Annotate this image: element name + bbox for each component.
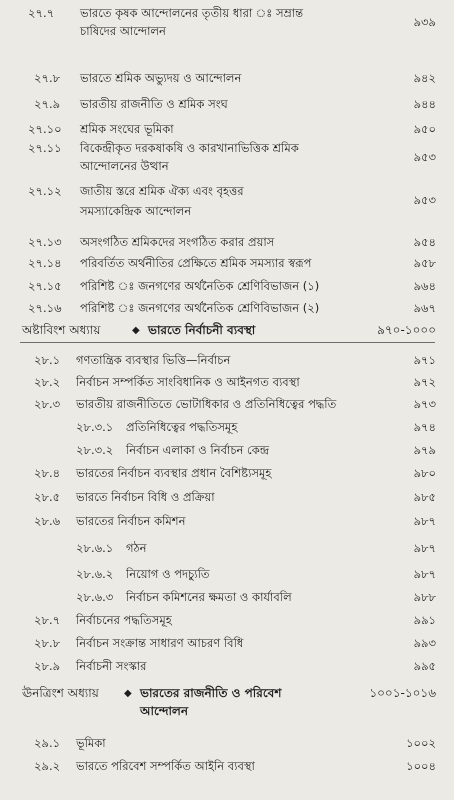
entry-title: নির্বাচনের পদ্ধতিসমূহ [76, 613, 172, 627]
chapter-title: ভারতে নির্বাচনী ব্যবস্থা [148, 323, 256, 337]
entry-page: ৯৬৪ [413, 279, 436, 293]
entry-number: ২৭.১৩ [28, 235, 62, 249]
entry-page: ৯৮৫ [413, 490, 436, 504]
entry-number: ২৭.১৪ [28, 256, 62, 270]
entry-number: ২৮.৬.২ [76, 567, 114, 581]
entry-page: ৯৫৩ [413, 193, 436, 207]
entry-number: ২৭.১৫ [28, 279, 62, 293]
entry-page: ৯৮৭ [413, 514, 436, 528]
entry-page: ৯৫৮ [413, 256, 436, 270]
entry-page: ৯৭৪ [413, 420, 436, 434]
entry-number: ২৮.৬ [34, 514, 61, 528]
entry-title: পরিশিষ্ট ঃ জনগণের অর্থনৈতিক শ্রেণিবিভাজন (১) [80, 279, 320, 293]
entry-page: ৯৫০ [413, 122, 436, 136]
entry-number: ২৭.৯ [34, 97, 61, 111]
entry-number: ২৯.১ [34, 736, 61, 750]
entry-title: পরিবর্তিত অর্থনীতির প্রেক্ষিতে শ্রমিক সমস্যার স্বরূপ [80, 256, 312, 270]
entry-number: ২৭.১১ [28, 141, 62, 155]
chapter-label: অষ্টাবিংশ অধ্যায় [22, 323, 101, 337]
entry-number: ২৮.৩ [34, 397, 61, 411]
entry-number: ২৭.৭ [28, 6, 55, 20]
entry-page: ৯৮০ [413, 466, 436, 480]
entry-number: ২৮.৫ [34, 490, 61, 504]
entry-title: নির্বাচন কমিশনের ক্ষমতা ও কার্যাবলি [126, 590, 292, 604]
entry-title: প্রতিনিধিত্বের পদ্ধতিসমূহ [126, 420, 238, 434]
entry-title: ভারতে শ্রমিক অভ্যুদয় ও আন্দোলন [80, 71, 242, 85]
entry-page: ৯৩৯ [413, 15, 436, 29]
chapter-title-continued: আন্দোলন [140, 704, 189, 718]
entry-page: ৯৭১ [413, 353, 436, 367]
entry-title: পরিশিষ্ট ঃ জনগণের অর্থনৈতিক শ্রেণিবিভাজন (২) [80, 301, 320, 315]
entry-title: ভারতীয় রাজনীতিতে ভোটাধিকার ও প্রতিনিধিত্বের পদ্ধতি [76, 397, 337, 411]
diamond-icon: ◆ [132, 325, 140, 336]
diamond-icon: ◆ [124, 688, 132, 699]
entry-title: ভারতীয় রাজনীতি ও শ্রমিক সংঘ [80, 97, 228, 111]
entry-title-continued: আন্দোলনের উত্থান [80, 159, 169, 173]
entry-page: ৯৭৯ [413, 443, 436, 457]
entry-title: নির্বাচনী সংস্কার [76, 659, 147, 673]
entry-page: ৯৪৪ [413, 97, 436, 111]
entry-title: জাতীয় স্তরে শ্রমিক ঐক্য এবং বৃহত্তর [80, 184, 244, 198]
entry-page: ৯৫৩ [413, 150, 436, 164]
chapter-page-range: ৯৭০-১০০০ [377, 323, 436, 337]
entry-page: ৯৯৩ [413, 636, 436, 650]
chapter-title: ভারতের রাজনীতি ও পরিবেশ [140, 686, 282, 700]
entry-title: ভূমিকা [76, 736, 106, 750]
entry-title: ভারতে পরিবেশ সম্পর্কিত আইনি ব্যবস্থা [76, 759, 255, 773]
entry-page: ৯৬৭ [413, 301, 436, 315]
entry-number: ২৭.১০ [28, 122, 62, 136]
entry-title: গঠন [126, 541, 147, 555]
entry-number: ২৮.৭ [34, 613, 61, 627]
entry-title-continued: সমস্যাকেন্দ্রিক আন্দোলন [80, 204, 192, 218]
entry-title: নিয়োগ ও পদচ্যুতি [126, 567, 210, 581]
entry-title: নির্বাচন এলাকা ও নির্বাচন কেন্দ্র [126, 443, 270, 457]
entry-title: ভারতের নির্বাচন ব্যবস্থার প্রধান বৈশিষ্ট্যসমূহ [76, 466, 272, 480]
entry-number: ২৮.২ [34, 375, 61, 389]
entry-title: ভারতে নির্বাচন বিধি ও প্রক্রিয়া [76, 490, 215, 504]
entry-number: ২৭.৮ [34, 71, 61, 85]
entry-number: ২৮.৪ [34, 466, 61, 480]
entry-title: ভারতে কৃষক আন্দোলনের তৃতীয় ধারা ঃ সম্রান্ত [80, 6, 304, 20]
entry-title: অসংগঠিত শ্রমিকদের সংগঠিত করার প্রয়াস [80, 235, 275, 249]
entry-number: ২৮.৯ [34, 659, 61, 673]
entry-title: বিকেন্দ্রীকৃত দরকষাকষি ও কারখানাভিত্তিক শ্রমিক [80, 141, 299, 155]
entry-number: ২৮.১ [34, 353, 61, 367]
entry-number: ২৮.৮ [34, 636, 61, 650]
entry-page: ৯৮৮ [413, 590, 436, 604]
entry-page: ৯৪২ [413, 71, 436, 85]
entry-page: ৯৫৪ [413, 235, 436, 249]
entry-page: ৯৭৩ [413, 397, 436, 411]
entry-page: ৯৯১ [413, 613, 436, 627]
entry-number: ২৮.৬.৩ [76, 590, 114, 604]
entry-title: নির্বাচন সম্পর্কিত সাংবিধানিক ও আইনগত ব্যবস্থা [76, 375, 300, 389]
chapter-page-range: ১০০১-১০১৬ [369, 686, 436, 700]
chapter-label: ঊনত্রিংশ অধ্যায় [22, 686, 99, 700]
entry-title: গণতান্ত্রিক ব্যবস্থার ভিত্তি—নির্বাচন [76, 353, 231, 367]
entry-page: ৯৯৫ [413, 659, 436, 673]
entry-number: ২৮.৩.১ [76, 420, 114, 434]
entry-page: ১০০৪ [406, 759, 436, 773]
entry-number: ২৮.৬.১ [76, 541, 114, 555]
entry-page: ৯৮৭ [413, 567, 436, 581]
entry-title: নির্বাচন সংক্রান্ত সাধারণ আচরণ বিধি [76, 636, 244, 650]
entry-number: ২৮.৩.২ [76, 443, 114, 457]
entry-title: ভারতের নির্বাচন কমিশন [76, 514, 186, 528]
divider [20, 342, 435, 343]
entry-page: ১০০২ [406, 736, 436, 750]
entry-title-continued: চাষিদের আন্দোলন [80, 24, 166, 38]
entry-number: ২৭.১৬ [28, 301, 62, 315]
entry-title: শ্রমিক সংঘের ভূমিকা [80, 122, 174, 136]
entry-number: ২৭.১২ [28, 184, 62, 198]
entry-page: ৯৭২ [413, 375, 436, 389]
entry-number: ২৯.২ [34, 759, 61, 773]
entry-page: ৯৮৭ [413, 541, 436, 555]
